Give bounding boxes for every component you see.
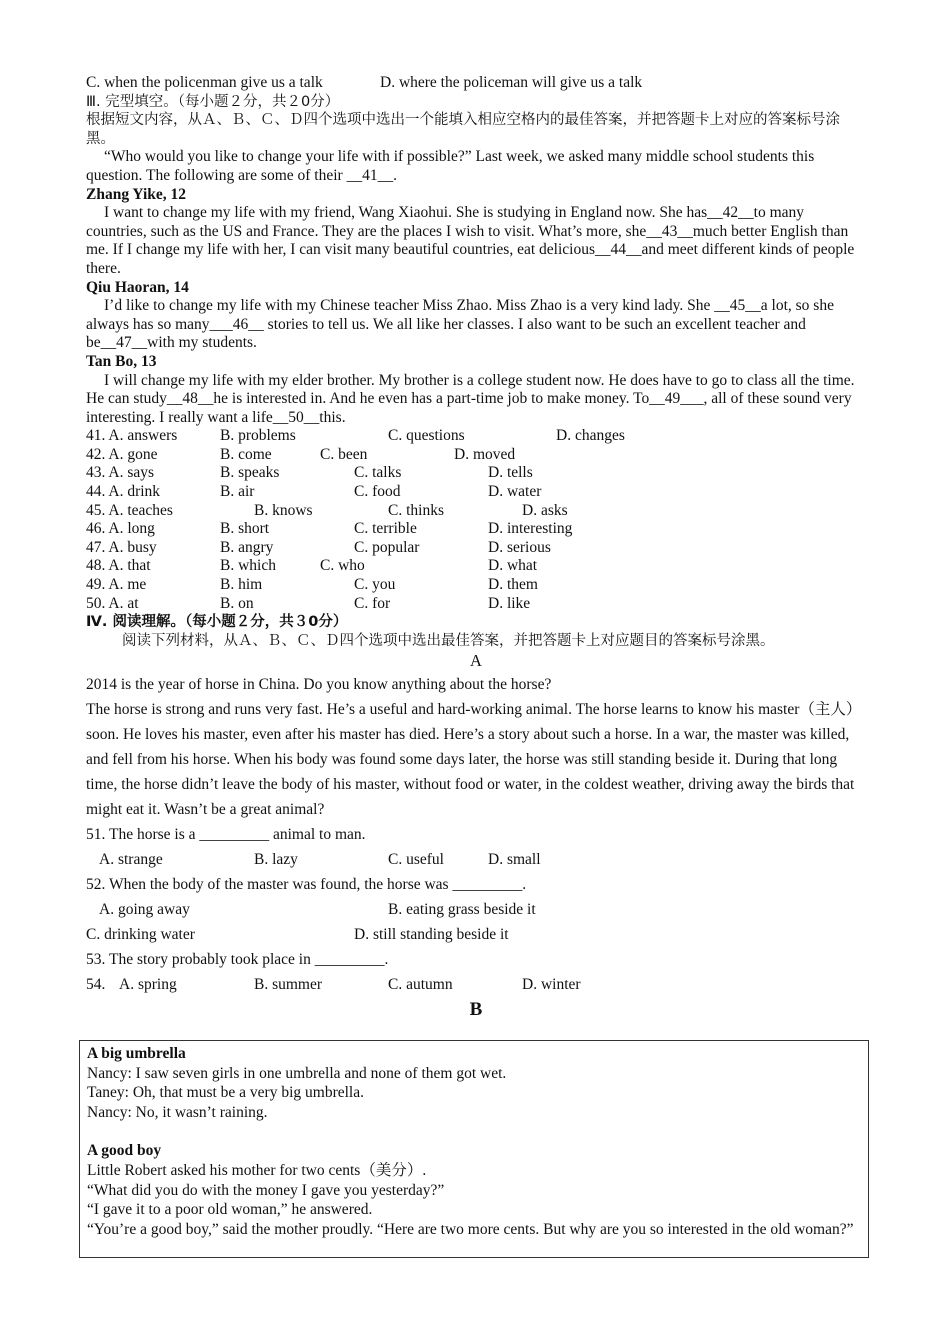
option-b: B. air [220,483,255,501]
blank-45: __45__ [714,297,761,315]
option-d: D. water [488,483,542,501]
joke-line: Little Robert asked his mother for two cents（美分）. [87,1161,427,1179]
question-52-options-cd [86,922,866,947]
p1-text-b: to many countries, such as the US and France. They are the places I wish to visit. What’s more, she [86,204,805,240]
p2-text-c: stories to tell us. We all like her classes. I also want to be such an excellent teacher and be [86,315,806,352]
option-c: C. autumn [388,976,453,994]
option-c: C. popular [354,538,420,556]
p3-text-d: this. [319,408,346,426]
option-a: 44. A. drink [86,483,161,501]
joke-line: “I gave it to a poor old woman,” he answered. [87,1201,373,1219]
option-c: C. terrible [354,520,417,538]
option-a: 46. A. long [86,520,155,538]
options-41 [86,427,866,446]
option-c: C. questions [388,427,465,445]
option-b: B. speaks [220,464,280,482]
option-a: 48. A. that [86,557,151,575]
option-b: B. lazy [254,851,298,869]
option-a: 45. A. teaches [86,501,173,519]
p1-text-c: much better English than me. If I change my life with her, I can visit many beautiful countries, eat delicious [86,222,849,259]
option-d: D. serious [488,538,551,556]
option-c: C. useful [388,851,444,869]
option-a: 41. A. answers [86,427,178,445]
joke-line: “What did you do with the money I gave you yesterday?” [87,1181,445,1199]
joke-line: Nancy: No, it wasn’t raining. [87,1103,268,1121]
p2-text-d: with my students. [147,334,257,352]
option-d: D. where the policeman will give us a talk [380,74,643,91]
option-b: B. eating grass beside it [388,901,536,919]
joke-title-2: A good boy [87,1142,162,1160]
option-b: B. short [220,520,270,538]
question-52-options-ab [86,897,866,922]
option-b: B. come [220,445,272,463]
cloze-intro [86,148,866,185]
option-a: 47. A. busy [86,538,157,556]
option-a: A. spring [119,976,177,994]
p3-text-c: , all of these sound very interesting. I really want a life [86,390,852,426]
option-b: B. angry [220,538,274,556]
option-c: C. you [354,576,396,594]
joke-title-1: A big umbrella [87,1045,186,1062]
options-46 [86,520,866,539]
option-d: D. small [488,851,541,869]
option-b: B. on [220,594,254,612]
speaker-name-3: Tan Bo, 13 [86,352,157,370]
blank-50: __50__ [272,408,320,426]
option-a: 50. A. at [86,594,139,612]
joke-line: Taney: Oh, that must be a very big umbrella. [87,1084,364,1102]
passage-a-line1: 2014 is the year of horse in China. Do you know anything about the horse? [86,676,552,694]
speaker-name-2: Qiu Haoran, 14 [86,278,189,296]
section3-heading: Ⅲ. 完型填空。（每小题２分，共２0分） [86,93,340,110]
blank-41: __41__ [346,166,394,184]
blank-44: __44__ [595,241,642,259]
p2-text-a: I’d like to change my life with my Chinese teacher Miss Zhao. Miss Zhao is a very kind lady. She [104,297,711,315]
option-c: C. food [354,483,401,501]
passage-b-label: B [469,999,483,1021]
option-c: C. who [320,557,365,575]
option-d: D. like [488,594,531,612]
spacer [87,1122,862,1141]
option-d: D. them [488,576,538,594]
cloze-paragraph-1 [86,204,866,278]
option-a: 43. A. says [86,464,155,482]
question-51: 51. The horse is a _________ animal to man. [86,826,366,844]
option-b: B. which [220,557,276,575]
cloze-paragraph-2 [86,297,866,353]
blank-42: __42__ [707,204,754,222]
passage-b-box [79,1040,869,1258]
options-47 [86,539,866,558]
intro-end: . [393,166,397,184]
blank-47: __47__ [100,334,148,352]
section3-instruction: 根据短文内容，从Ａ、Ｂ、Ｃ、Ｄ四个选项中选出一个能填入相应空格内的最佳答案，并把答题卡上对应的答案标号涂黑。 [86,112,840,147]
exam-page [86,74,866,1023]
option-a: 42. A. gone [86,445,158,463]
p1-text-a: I want to change my life with my friend, Wang Xiaohui. She is studying in England now. She has [104,204,708,222]
option-b: B. him [220,576,263,594]
option-c: C. talks [354,464,402,482]
options-42 [86,446,866,465]
joke-line: “You’re a good boy,” said the mother proudly. “Here are two more cents. But why are you so interested in the old woman?” [87,1220,854,1238]
option-c: C. for [354,594,391,612]
blank-43: __43__ [646,222,693,240]
section4-instruction: 阅读下列材料，从Ａ、Ｂ、Ｃ、Ｄ四个选项中选出最佳答案，并把答题卡上对应题目的答案标号涂黑。 [122,632,775,649]
option-d: D. interesting [488,520,573,538]
option-c: C. been [320,445,368,463]
p3-text-a: I will change my life with my elder brother. My brother is a college student now. He does have to go to class all the time. He can study [86,371,855,408]
option-d: D. what [488,557,538,575]
passage-a [86,672,866,997]
option-a: 49. A. me [86,576,147,594]
section4-heading: Ⅳ. 阅读理解。（每小题２分，共３0分） [86,614,348,631]
option-b: B. problems [220,427,296,445]
option-d: D. winter [522,976,581,994]
option-b: B. knows [254,501,313,519]
blank-49: __49___ [649,390,704,408]
options-44 [86,483,866,502]
speaker-name-1: Zhang Yike, 12 [86,185,187,203]
intro-text: “Who would you like to change your life with if possible?” Last week, we asked many middle school students this question. The following are some of their [86,148,815,184]
options-45 [86,502,866,521]
joke-line: Nancy: I saw seven girls in one umbrella and none of them got wet. [87,1064,507,1082]
p1-text-d: and meet different kinds of people there. [86,241,855,277]
option-c: C. when the policenman give us a talk [86,74,323,91]
option-d: D. changes [556,427,625,445]
option-b: B. summer [254,976,323,994]
options-43 [86,464,866,483]
options-48 [86,557,866,576]
option-c: C. drinking water [86,926,195,944]
p2-text-b: a lot, so she always has so many [86,297,834,333]
question-51-options [86,847,866,872]
option-d: D. still standing beside it [354,926,509,944]
passage-a-paragraph: The horse is strong and runs very fast. He’s a useful and hard-working animal. The horse learns to know his master（主人） soon. He loves his master, even after his master has died. Here’s a story about such a horse. In a war, the master was killed, and fell from his horse. When his body was found some days later, the horse was still standing beside it. During that long time, the horse didn’t leave the body of his master, without food or water, in the coldest weather, driving away the birds that might eat it. Wasn’t be a great animal? [86,701,862,819]
options-50 [86,595,866,614]
option-d: D. moved [454,445,516,463]
option-d: D. asks [522,501,568,519]
blank-46: ___46__ [209,315,264,333]
question-53: 53. The story probably took place in _________. [86,951,389,969]
question-54-options [86,972,866,997]
p3-text-b: he is interested in. And he even has a part-time job to make money. To [213,390,650,408]
option-a: A. strange [99,851,163,869]
passage-a-label: A [470,651,482,671]
question-54-number: 54. [86,976,106,994]
question-52: 52. When the body of the master was found, the horse was _________. [86,876,527,894]
option-c: C. thinks [388,501,444,519]
cloze-paragraph-3 [86,372,866,428]
option-a: A. going away [99,901,190,919]
top-options-row [86,74,866,93]
option-d: D. tells [488,464,533,482]
options-49 [86,576,866,595]
blank-48: __48__ [166,390,214,408]
